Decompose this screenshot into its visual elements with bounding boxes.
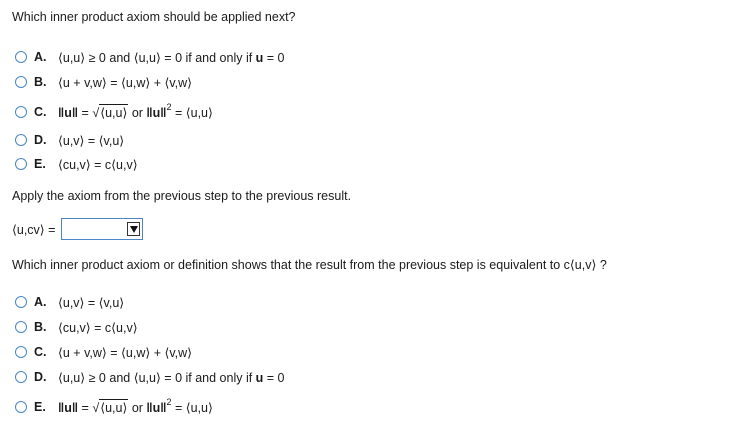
option-1-b[interactable] <box>15 73 192 91</box>
option-2-c[interactable] <box>15 343 192 361</box>
option-letter: C. <box>34 345 47 359</box>
option-text: ⟨u,u⟩ ≥ 0 and ⟨u,u⟩ = 0 if and only if u = 0 <box>58 50 285 65</box>
option-1-a[interactable] <box>15 48 285 66</box>
radio-button[interactable] <box>15 134 27 146</box>
option-2-a[interactable] <box>15 293 124 311</box>
option-text: ⟨u,u⟩ ≥ 0 and ⟨u,u⟩ = 0 if and only if u = 0 <box>58 370 285 385</box>
radio-button[interactable] <box>15 321 27 333</box>
option-letter: D. <box>34 370 47 384</box>
question-1-text: Which inner product axiom should be applied next? <box>12 10 296 24</box>
option-text: ⟨u + v,w⟩ = ⟨u,w⟩ + ⟨v,w⟩ <box>58 345 193 360</box>
option-1-c[interactable] <box>15 103 213 121</box>
radio-button[interactable] <box>15 106 27 118</box>
option-text: ‖u‖ = √⟨u,u⟩ or ‖u‖$^2$ = ⟨u,u⟩ <box>58 101 213 121</box>
option-2-e[interactable] <box>15 398 213 416</box>
option-2-b[interactable] <box>15 318 138 336</box>
option-letter: C. <box>34 105 47 119</box>
answer-dropdown[interactable] <box>61 218 143 240</box>
option-text: ⟨u + v,w⟩ = ⟨u,w⟩ + ⟨v,w⟩ <box>58 75 193 90</box>
radio-button[interactable] <box>15 346 27 358</box>
sqrt-symbol: √⟨u,u⟩ <box>92 401 128 416</box>
option-text: ⟨u,v⟩ = ⟨v,u⟩ <box>58 133 125 148</box>
answer-label: ⟨u,cv⟩ = <box>12 222 56 237</box>
option-1-e[interactable] <box>15 155 138 173</box>
dropdown-arrow-icon[interactable] <box>127 222 140 236</box>
option-text: ⟨cu,v⟩ = c⟨u,v⟩ <box>58 320 138 335</box>
option-letter: D. <box>34 133 47 147</box>
option-text: ⟨cu,v⟩ = c⟨u,v⟩ <box>58 157 138 172</box>
radio-button[interactable] <box>15 296 27 308</box>
answer-row <box>12 218 143 240</box>
question-2-text: Which inner product axiom or definition shows that the result from the previous step is equivalent to c⟨u,v⟩ ? <box>12 258 607 272</box>
option-1-d[interactable] <box>15 131 124 149</box>
option-2-d[interactable] <box>15 368 285 386</box>
option-letter: E. <box>34 400 46 414</box>
option-letter: B. <box>34 75 47 89</box>
sqrt-symbol: √⟨u,u⟩ <box>92 106 128 121</box>
option-text: ⟨u,v⟩ = ⟨v,u⟩ <box>58 295 125 310</box>
option-letter: A. <box>34 50 47 64</box>
radio-button[interactable] <box>15 51 27 63</box>
radio-button[interactable] <box>15 158 27 170</box>
radio-button[interactable] <box>15 401 27 413</box>
option-text: ‖u‖ = √⟨u,u⟩ or ‖u‖$^2$ = ⟨u,u⟩ <box>58 396 213 416</box>
option-letter: B. <box>34 320 47 334</box>
instruction-text: Apply the axiom from the previous step to the previous result. <box>12 189 352 203</box>
option-letter: E. <box>34 157 46 171</box>
radio-button[interactable] <box>15 371 27 383</box>
radio-button[interactable] <box>15 76 27 88</box>
option-letter: A. <box>34 295 47 309</box>
